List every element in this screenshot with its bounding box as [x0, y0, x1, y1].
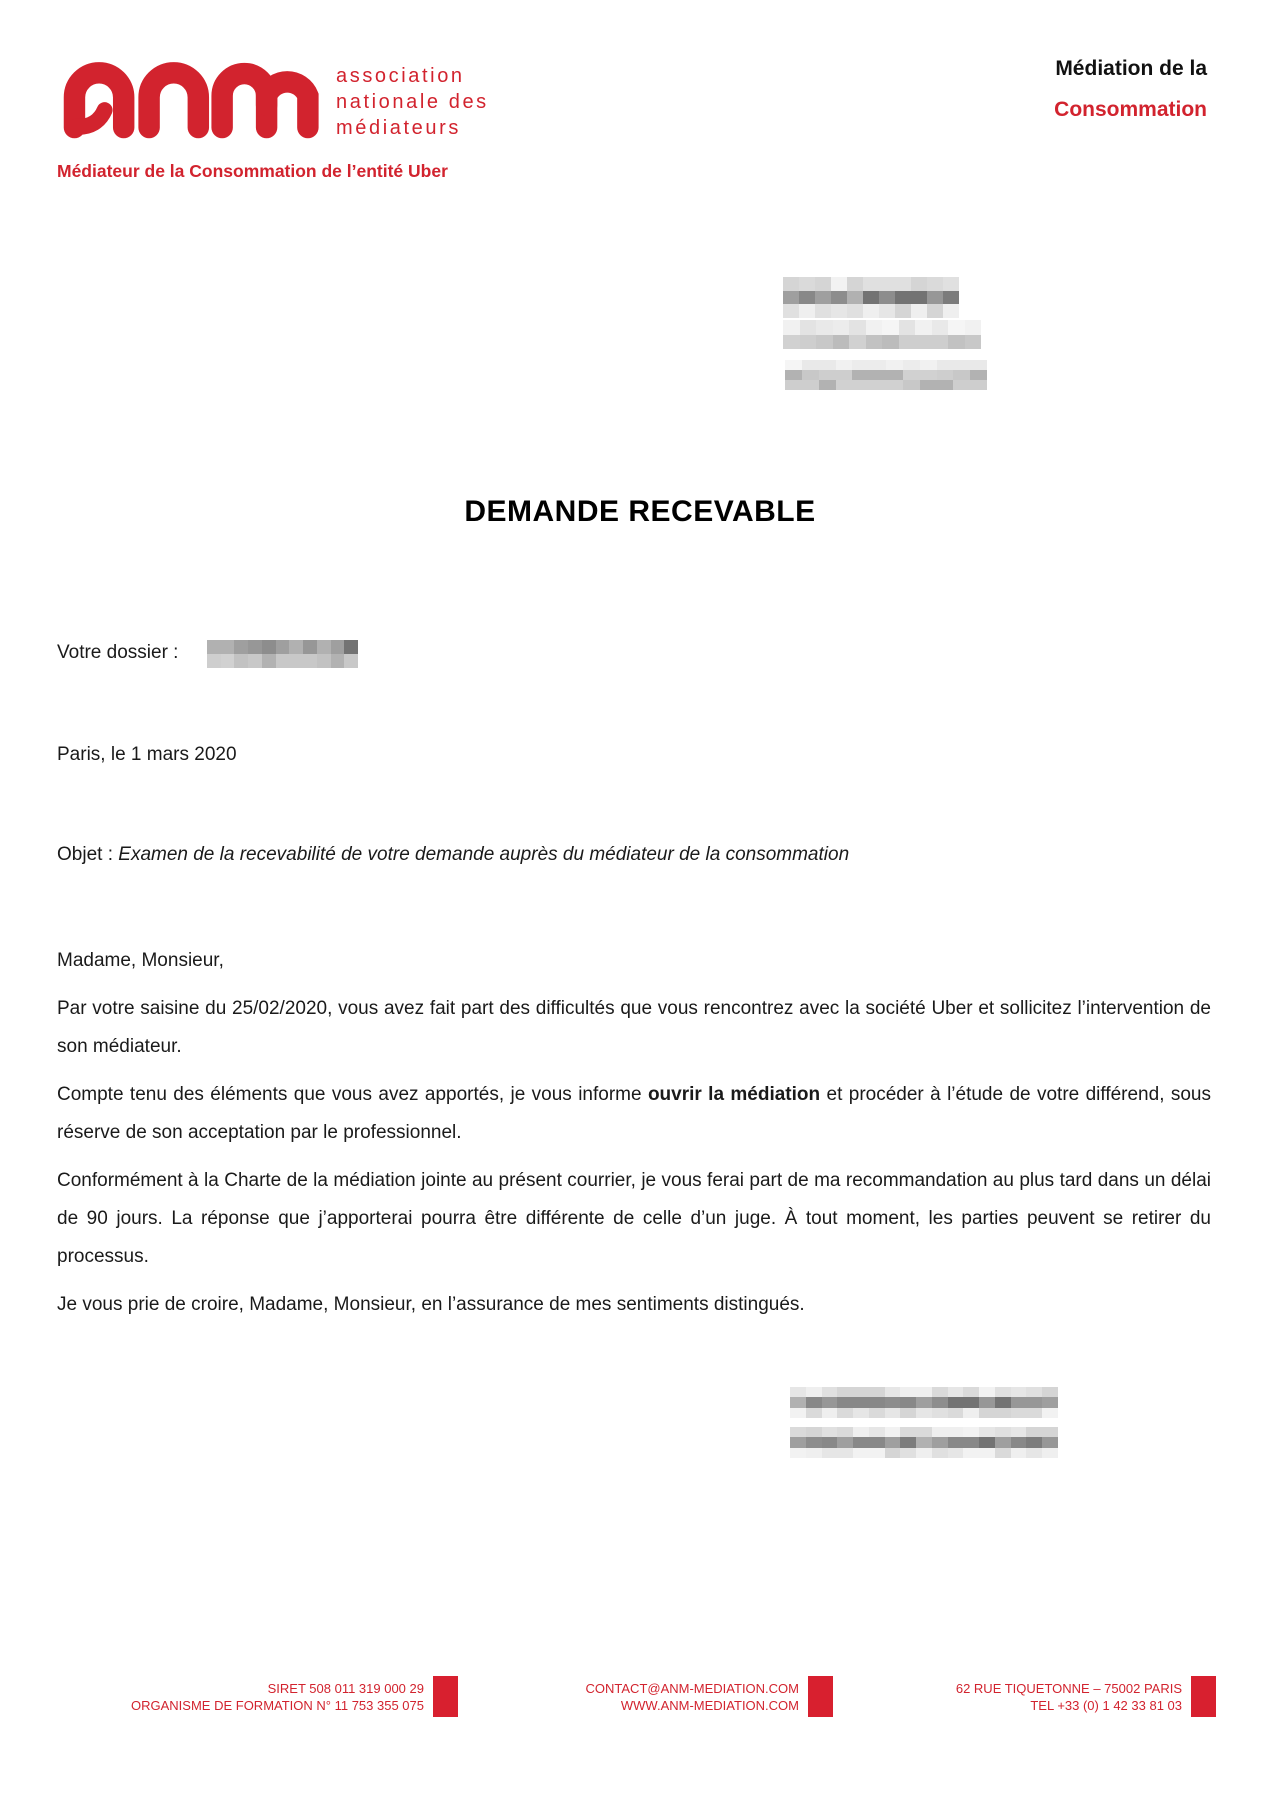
header-mediation-label: Médiation de la — [1055, 57, 1207, 80]
recipient-redacted-line — [785, 360, 987, 390]
footer-red-square-icon — [433, 1676, 458, 1717]
logo-tagline-line: association — [336, 65, 465, 87]
footer-email-line: CONTACT@ANM-MEDIATION.COM — [585, 1680, 799, 1696]
footer-red-square-icon — [808, 1676, 833, 1717]
footer-contact-block — [586, 1676, 833, 1717]
signature-redacted-line — [790, 1387, 1058, 1418]
header-right-title — [1054, 57, 1207, 122]
letter-title: DEMANDE RECEVABLE — [464, 495, 816, 528]
objet-text: Examen de la recevabilité de votre demande auprès du médiateur de la consommation — [118, 844, 850, 865]
footer-street-line: 62 RUE TIQUETONNE – 75002 PARIS — [955, 1680, 1182, 1696]
case-number-redacted — [207, 640, 358, 668]
letter-paragraph: Madame, Monsieur, — [57, 950, 224, 971]
logo-tagline — [336, 63, 489, 141]
date-line: Paris, le 1 mars 2020 — [57, 744, 237, 765]
objet-label: Objet : — [57, 844, 113, 865]
recipient-redacted-line — [783, 320, 981, 349]
footer-siret-line: SIRET 508 011 319 000 29 — [267, 1680, 424, 1696]
objet-line — [57, 844, 1211, 866]
anm-logo — [57, 55, 489, 143]
logo-tagline-line: nationale des — [336, 91, 489, 113]
letter-paragraph: Compte tenu des éléments que vous avez apportés, je vous informe ouvrir la médiation et procéder à l’étude de votre différend, sous réserve de son acceptation par le professionnel. — [57, 1084, 1211, 1143]
anm-logo-icon — [57, 55, 319, 143]
signature-redacted-line — [790, 1427, 1058, 1458]
dossier-label: Votre dossier : — [57, 642, 179, 663]
header-consommation-label: Consommation — [1054, 98, 1207, 121]
footer-siret-block — [131, 1676, 458, 1717]
footer-address-block — [956, 1676, 1216, 1717]
footer-red-square-icon — [1191, 1676, 1216, 1717]
letter-body — [57, 942, 1211, 1334]
logo-tagline-line: médiateurs — [336, 117, 461, 139]
recipient-redacted-line — [783, 277, 959, 318]
footer-organisme-line: ORGANISME DE FORMATION N° 11 753 355 075 — [131, 1697, 424, 1713]
mediator-line: Médiateur de la Consommation de l’entité Uber — [57, 161, 448, 181]
footer-website-line: WWW.ANM-MEDIATION.COM — [620, 1697, 799, 1713]
letter-paragraph: Par votre saisine du 25/02/2020, vous avez fait part des difficultés que vous rencontrez avec la société Uber et sollicitez l’intervention de son médiateur. — [57, 998, 1211, 1057]
letter-paragraph: Je vous prie de croire, Madame, Monsieur, en l’assurance de mes sentiments distingués. — [57, 1294, 805, 1315]
footer-phone-line: TEL +33 (0) 1 42 33 81 03 — [1030, 1697, 1182, 1713]
letter-paragraph: Conformément à la Charte de la médiation jointe au présent courrier, je vous ferai part de ma recommandation au plus tard dans un délai de 90 jours. La réponse que j’apporterai pourra être différente de celle d’un juge. À tout moment, les parties peuvent se retirer du processus. — [57, 1170, 1211, 1267]
